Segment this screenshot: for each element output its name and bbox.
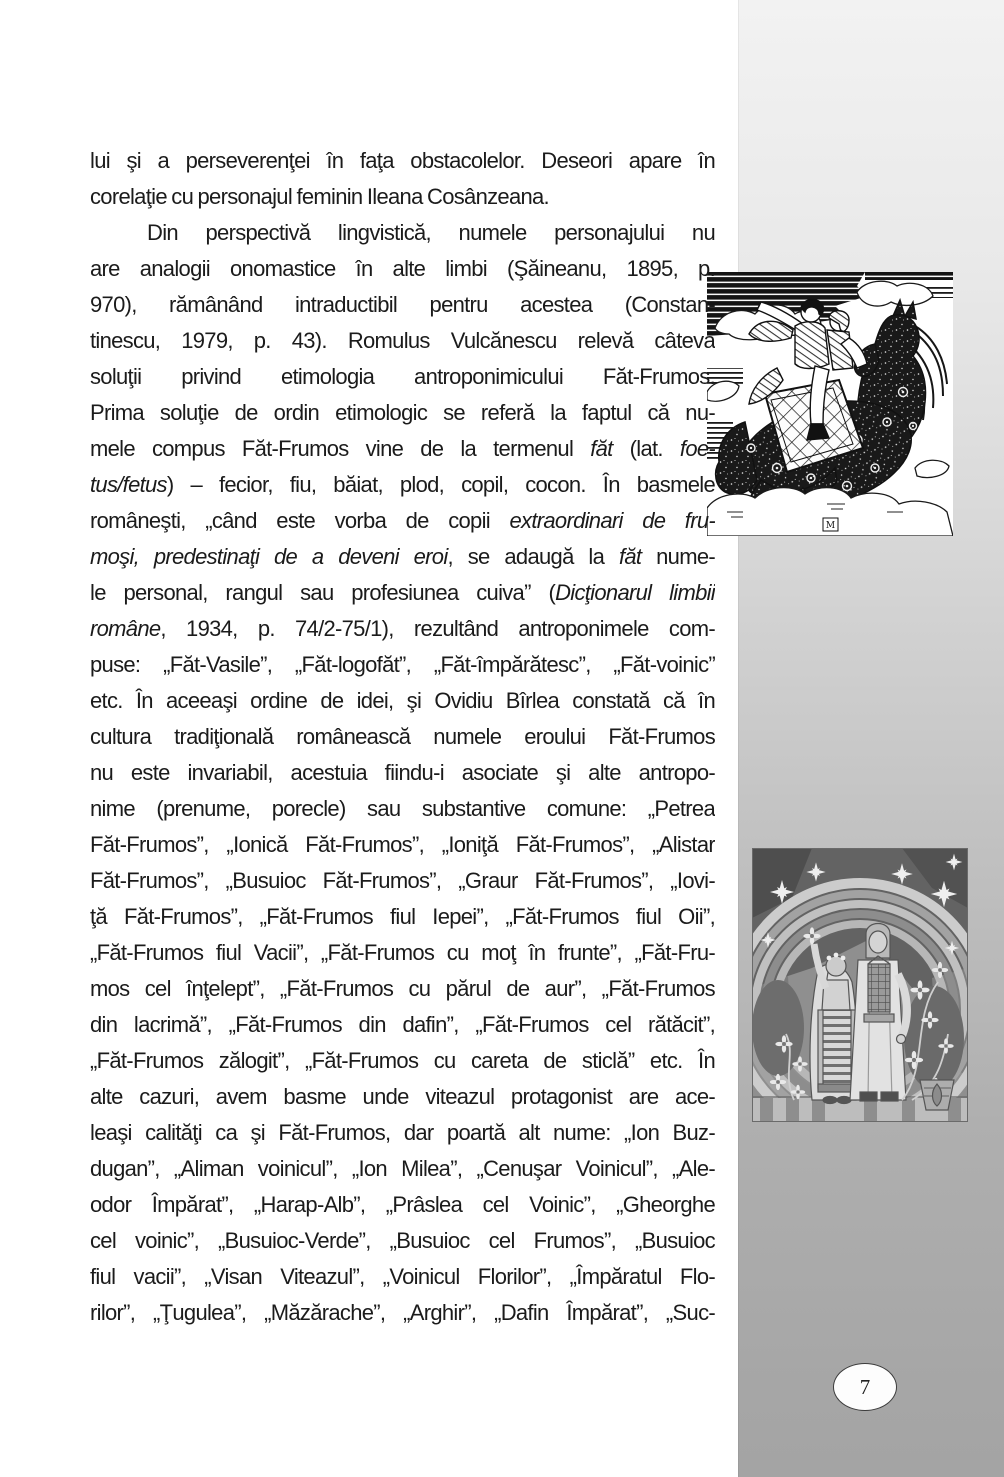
text-line: dugan”, „Aliman voinicul”, „Ion Milea”, „Cenuşar Voinicul”, „Ale- <box>90 1156 715 1181</box>
text-line: rilor”, „Ţugulea”, „Măzărache”, „Arghir”, „Dafin Împărat”, „Suc- <box>90 1300 715 1325</box>
text-line: leaşi calităţi ca şi Făt-Frumos, dar poartă alt nume: „Ion Buz- <box>90 1120 715 1145</box>
text-line: odor Împărat”, „Harap-Alb”, „Prâslea cel Voinic”, „Gheorghe <box>90 1192 715 1217</box>
text-line: corelaţie cu personajul feminin Ileana Cosânzeana. <box>90 184 549 209</box>
text-line: mos cel înţelept”, „Făt-Frumos cu părul de aur”, „Făt-Frumos <box>90 976 715 1001</box>
text-line: ţă Făt-Frumos”, „Făt-Frumos fiul Iepei”, „Făt-Frumos fiul Oii”, <box>90 904 715 929</box>
text-line: nime (prenume, porecle) sau substantive comune: „Petrea <box>90 796 715 821</box>
text-line: tinescu, 1979, p. 43). Romulus Vulcănescu relevă câteva <box>90 328 715 353</box>
text-line: Făt-Frumos”, „Ionică Făt-Frumos”, „Ioniţă Făt-Frumos”, „Alistar <box>90 832 715 857</box>
text-line: Prima soluţie de ordin etimologic se referă la faptul că nu- <box>90 400 715 425</box>
text-line: mele compus Făt-Frumos vine de la termenul făt (lat. foe- <box>90 436 715 461</box>
text-line: puse: „Făt-Vasile”, „Făt-logofăt”, „Făt-împărătesc”, „Făt-voinic” <box>90 652 715 677</box>
text-line: din lacrimă”, „Făt-Frumos din dafin”, „Făt-Frumos cel rătăcit”, <box>90 1012 715 1037</box>
text-line: fiul vacii”, „Visan Viteazul”, „Voinicul Florilor”, „Împăratul Flo- <box>90 1264 715 1289</box>
text-line: soluţii privind etimologia antroponimicului Făt-Frumos. <box>90 364 715 389</box>
page-number <box>833 1363 897 1411</box>
body-text <box>90 143 715 1331</box>
text-line: cel voinic”, „Busuioc-Verde”, „Busuioc cel Frumos”, „Busuioc <box>90 1228 715 1253</box>
text-line: 970), rămânând intraductibil pentru acestea (Constan- <box>90 292 715 317</box>
text-line: Din perspectivă lingvistică, numele personajului nu <box>147 220 715 245</box>
text-line: etc. În aceeaşi ordine de idei, şi Ovidiu Bîrlea constată că în <box>90 688 715 713</box>
text-line: „Făt-Frumos zălogit”, „Făt-Frumos cu careta de sticlă” etc. În <box>90 1048 715 1073</box>
text-line: are analogii onomastice în alte limbi (Şăineanu, 1895, p. <box>90 256 715 281</box>
text-line: alte cazuri, avem basme unde viteazul protagonist are ace- <box>90 1084 715 1109</box>
text-line: române, 1934, p. 74/2-75/1), rezultând antroponimele com- <box>90 616 715 641</box>
page-number-value: 7 <box>859 1374 871 1399</box>
illustration-couple-stained-glass <box>752 848 968 1122</box>
text-line: româneşti, „când este vorba de copii extraordinari de fru- <box>90 508 715 533</box>
svg-text:M: M <box>825 521 836 531</box>
text-line: cultura tradiţională românească numele eroului Făt-Frumos <box>90 724 715 749</box>
text-line: le personal, rangul sau profesiunea cuiva” (Dicţionarul limbii <box>90 580 715 605</box>
right-margin-gradient <box>738 0 1004 1477</box>
illustration-horse-riders-woodcut <box>707 272 953 536</box>
text-line: tus/fetus) – fecior, fiu, băiat, plod, copil, cocon. În basmele <box>90 472 715 497</box>
text-line: Făt-Frumos”, „Busuioc Făt-Frumos”, „Graur Făt-Frumos”, „Iovi- <box>90 868 715 893</box>
text-line: moşi, predestinaţi de a deveni eroi, se adaugă la făt nume- <box>90 544 715 569</box>
text-line: lui şi a perseverenţei în faţa obstacolelor. Deseori apare în <box>90 148 715 173</box>
text-line: nu este invariabil, acestuia fiindu-i asociate şi alte antropo- <box>90 760 715 785</box>
text-line: „Făt-Frumos fiul Vacii”, „Făt-Frumos cu moţ în frunte”, „Făt-Fru- <box>90 940 715 965</box>
